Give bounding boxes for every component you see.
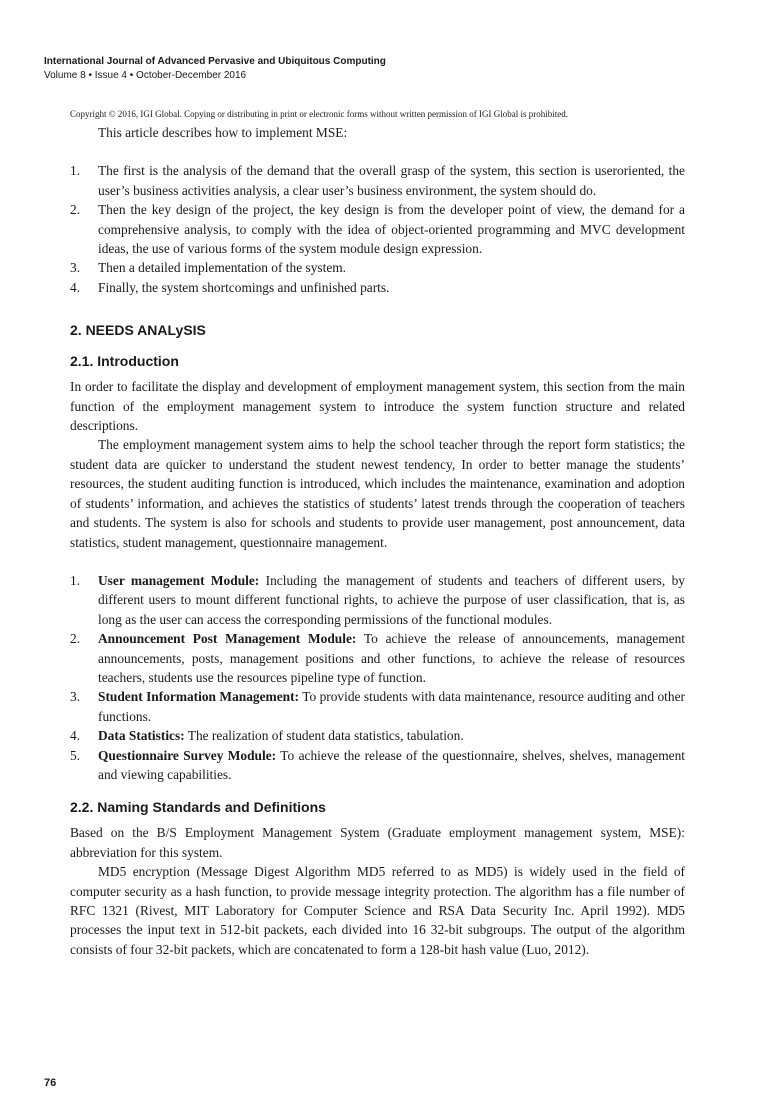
issue-line: Volume 8 • Issue 4 • October-December 2016	[44, 70, 247, 81]
intro-lead: This article describes how to implement MSE:	[98, 125, 348, 140]
journal-title: International Journal of Advanced Pervasive and Ubiquitous Computing	[44, 56, 386, 67]
list-item: 4. Data Statistics: The realization of student data statistics, tabulation.	[70, 728, 464, 744]
list-item: 2. Then the key design of the project, the key design is from the developer point of view, the demand for a comprehensive analysis, to comply with the idea of object-oriented programming and MVC development ideas, the use of various forms of the system module design expression.	[70, 202, 685, 257]
running-header	[44, 55, 744, 83]
list-item: 1. The first is the analysis of the demand that the overall grasp of the system, this section is useroriented, the user’s business activities analysis, a clear user’s business environment, the system should do.	[70, 163, 685, 198]
subsection-heading-naming-standards: 2.2. Naming Standards and Definitions	[70, 799, 326, 816]
page-number: 76	[44, 1077, 57, 1089]
list-item: 5. Questionnaire Survey Module: To achieve the release of the questionnaire, shelves, shelves, management and viewing capabilities.	[70, 747, 685, 782]
module-list	[70, 571, 685, 784]
list-item: 2. Announcement Post Management Module: To achieve the release of announcements, management announcements, posts, management positions and other functions, to achieve the release of resources teachers, students use the resources pipeline type of function.	[70, 631, 686, 685]
list-item: 4. Finally, the system shortcomings and unfinished parts.	[70, 279, 390, 295]
paragraph: MD5 encryption (Message Digest Algorithm MD5 referred to as MD5) is widely used in the field of computer security as a hash function, to provide message integrity protection. The algorithm has a file number of RFC 1321 (Rivest, MIT Laboratory for Computer Science and RSA Data Security Inc. April 1992). MD5 processes the input text in 512-bit packets, each divided into 16 32-bit subgroups. The output of the algorithm consists of four 32-bit packets, which are concatenated to form a 128-bit hash value (Luo, 2012).	[70, 864, 685, 957]
paragraph: The employment management system aims to help the school teacher through the report form statistics; the student data are quicker to understand the student newest tendency, In order to better manage the students’ resources, the student auditing function is introduced, which includes the maintenance, examination and adoption of students’ information, and achieves the statistics of students’ latest trends through the cooperation of teachers and students. The system is also for schools and students to provide user management, post announcement, data statistics, student management, questionnaire management.	[70, 437, 685, 550]
list-item: 1. User management Module: Including the management of students and teachers of different users, by different users to mount different functional rights, to achieve the purpose of user classification, that is, as long as the user can access the corresponding permissions of the functional modules.	[70, 572, 685, 627]
article-body	[70, 123, 685, 959]
subsection-heading-introduction: 2.1. Introduction	[70, 353, 179, 370]
copyright-notice: Copyright © 2016, IGI Global. Copying or distributing in print or electronic forms without written permission of IGI Global is prohibited.	[70, 109, 569, 119]
section-heading-needs-analysis: 2. NEEDS ANALySIS	[70, 322, 206, 339]
paragraph: In order to facilitate the display and development of employment management system, this section from the main function of the employment management system to introduce the system function structure and related descriptions.	[70, 379, 685, 434]
list-item: 3. Student Information Management: To provide students with data maintenance, resource auditing and other functions.	[70, 689, 685, 724]
list-item: 3. Then a detailed implementation of the system.	[70, 260, 347, 276]
paragraph: Based on the B/S Employment Management System (Graduate employment management system, MSE): abbreviation for this system.	[70, 825, 685, 860]
intro-list	[70, 161, 685, 297]
